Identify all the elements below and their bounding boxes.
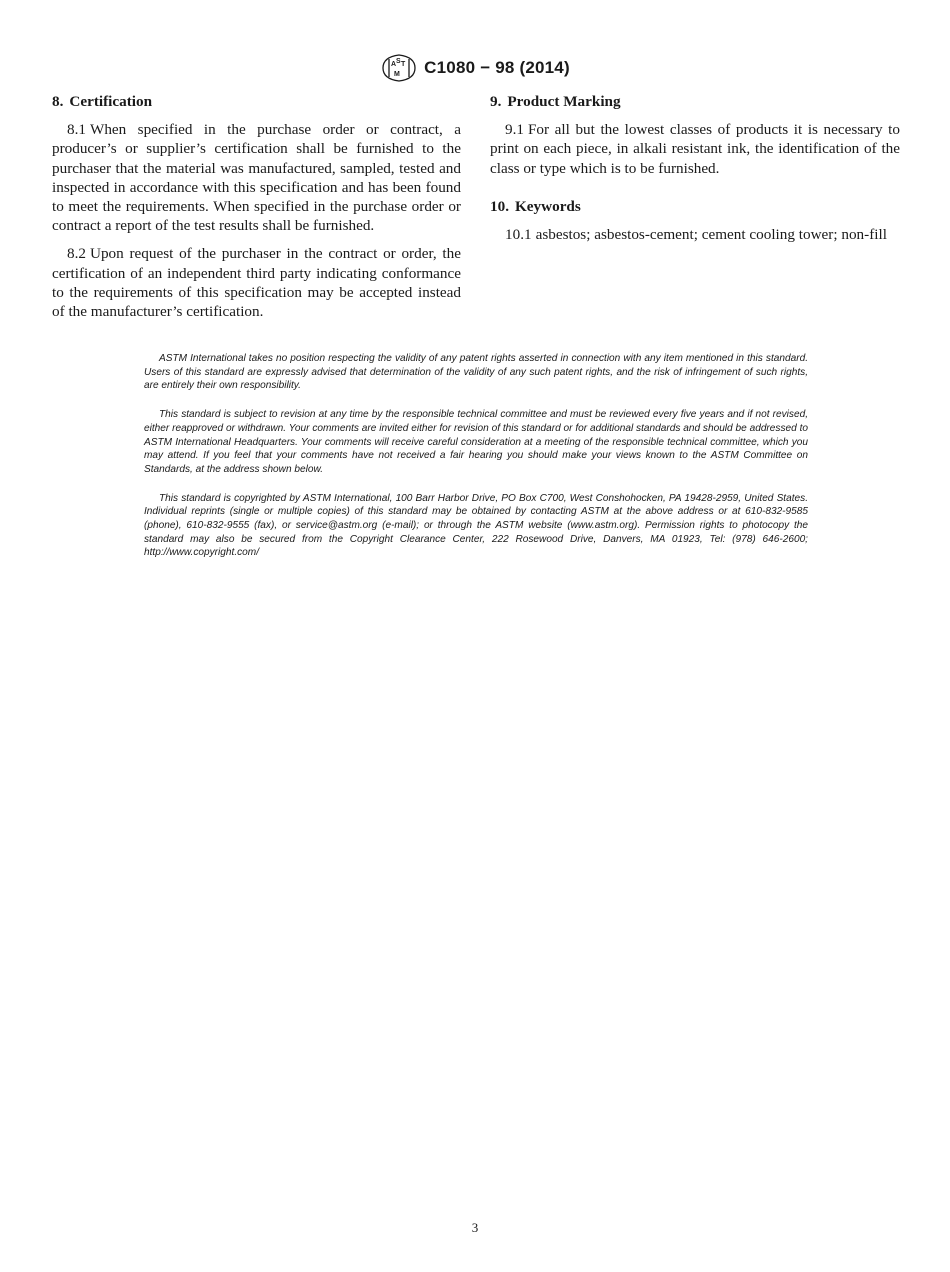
svg-text:T: T (401, 61, 406, 68)
standard-designation: C1080 − 98 (2014) (424, 58, 570, 77)
paragraph-8-1 (52, 120, 461, 235)
section-number: 10. (490, 197, 509, 215)
copyright-notice: This standard is copyrighted by ASTM International, 100 Barr Harbor Drive, PO Box C700, West Conshohocken, PA 19428-2959, United States. Individual reprints (single or multiple copies) of this standard may be obtained by contacting ASTM at the above address or at 610-832-9585 (phone), 610-832-9555 (fax), or service@astm.org (e-mail); or through the ASTM website (www.astm.org). Permission rights to photocopy the standard may also be secured from the Copyright Clearance Center, 222 Rosewood Drive, Danvers, MA 01923, Tel: (978) 646-2600; http://www.copyright.com/ (144, 492, 808, 559)
svg-text:S: S (396, 58, 401, 65)
paragraph-text: When specified in the purchase order or contract, a producer’s or supplier’s certification shall be furnished to the purchaser that the material was manufactured, sampled, tested and inspected in accordance with this specification and has been found to meet the requirements. When specified in the purchase order or contract a report of the test results shall be furnished. (52, 121, 461, 235)
paragraph-8-2 (52, 244, 461, 321)
left-column (52, 92, 461, 330)
patent-notice: ASTM International takes no position respecting the validity of any patent rights asserted in connection with any item mentioned in this standard. Users of this standard are expressly advised that determination of the validity of any such patent rights, and the risk of infringement of such rights, are entirely their own responsibility. (144, 353, 808, 392)
paragraph-label: 8.2 (67, 245, 86, 263)
paragraph-label: 9.1 (505, 121, 524, 139)
section-title: Product Marking (507, 93, 621, 110)
section-heading-product-marking (490, 92, 900, 111)
astm-logo-icon (380, 52, 418, 84)
section-number: 9. (490, 93, 502, 110)
paragraph-text: For all but the lowest classes of products it is necessary to print on each piece, in alkali resistant ink, the identification of the class or type which is to be furnished. (490, 121, 900, 177)
page-number: 3 (471, 1220, 479, 1235)
right-column (490, 92, 900, 253)
legal-notices (144, 352, 808, 575)
paragraph-text: asbestos; asbestos-cement; cement cooling tower; non-fill (535, 226, 887, 244)
section-title: Keywords (514, 197, 581, 215)
revision-notice: This standard is subject to revision at any time by the responsible technical committee and must be reviewed every five years and if not revised, either reapproved or withdrawn. Your comments are invited either for revision of this standard or for additional standards and should be addressed to ASTM International Headquarters. Your comments will receive careful consideration at a meeting of the responsible technical committee, which you may attend. If you feel that your comments have not received a fair hearing you should make your views known to the ASTM Committee on Standards, at the address shown below. (144, 409, 808, 475)
section-title: Certification (69, 93, 153, 110)
svg-text:A: A (391, 61, 397, 68)
paragraph-label: 10.1 (505, 226, 532, 244)
section-number: 8. (52, 93, 64, 110)
section-heading-certification (52, 92, 461, 111)
paragraph-9-1 (490, 120, 900, 178)
paragraph-10-1 (490, 225, 900, 244)
section-heading-keywords (490, 197, 900, 216)
paragraph-text: Upon request of the purchaser in the contract or order, the certification of an independent third party indicating conformance to the requirements of this specification may be accepted instead of the manufacturer’s certification. (52, 245, 461, 321)
svg-text:M: M (394, 71, 401, 78)
page-header (0, 52, 950, 84)
paragraph-label: 8.1 (67, 121, 86, 139)
